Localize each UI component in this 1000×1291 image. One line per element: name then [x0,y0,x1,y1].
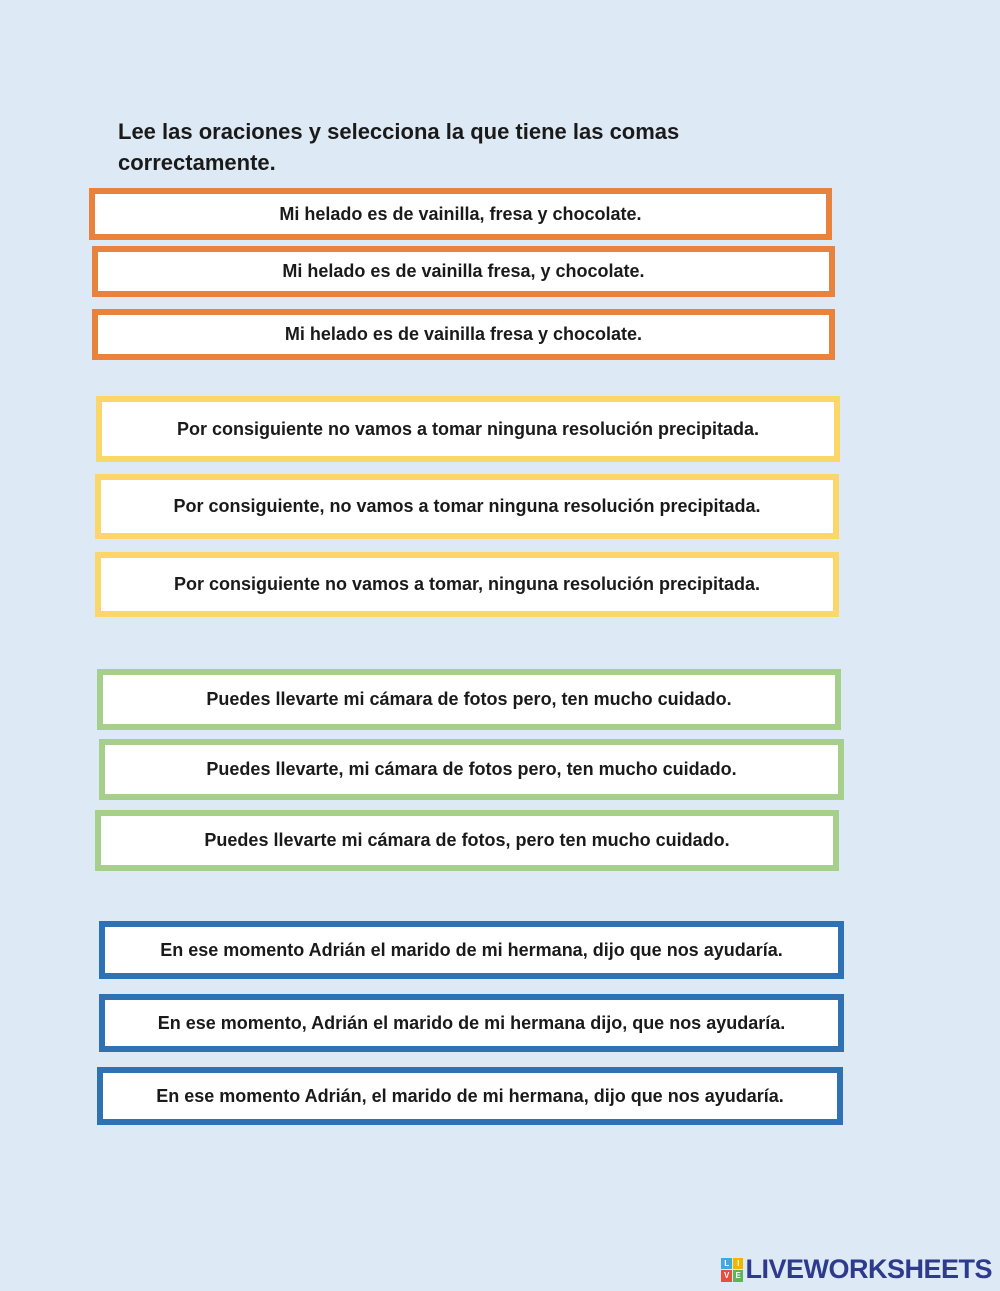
option-label: Por consiguiente no vamos a tomar, ninguna resolución precipitada. [173,574,761,594]
option-label: Mi helado es de vainilla, fresa y chocolate. [279,203,642,224]
option-label: En ese momento Adrián, el marido de mi hermana, dijo que nos ayudaría. [156,1085,784,1106]
option-consiguiente-3[interactable] [95,552,839,617]
option-label: Por consiguiente no vamos a tomar ninguna resolución precipitada. [176,418,760,439]
option-camara-1[interactable] [97,669,841,730]
logo-letter: E [733,1270,744,1282]
option-camara-2[interactable] [99,739,844,800]
option-label: En ese momento, Adrián el marido de mi hermana dijo, que nos ayudaría. [157,1012,786,1033]
liveworksheets-logo-icon [721,1258,743,1282]
logo-letter: L [721,1258,732,1270]
logo-letter: I [733,1258,744,1270]
option-adrian-1[interactable] [99,921,844,979]
option-adrian-2[interactable] [99,994,844,1052]
option-camara-3[interactable] [95,810,839,871]
option-icecream-1[interactable] [89,188,832,240]
brand-name: LIVEWORKSHEETS [745,1254,992,1284]
option-label: Mi helado es de vainilla fresa y chocolate. [284,324,643,344]
option-label: Por consiguiente, no vamos a tomar ninguna resolución precipitada. [173,496,761,516]
option-label: En ese momento Adrián el marido de mi hermana, dijo que nos ayudaría. [160,939,783,960]
option-label: Puedes llevarte mi cámara de fotos pero, ten mucho cuidado. [206,689,732,709]
option-label: Puedes llevarte mi cámara de fotos, pero ten mucho cuidado. [204,830,730,850]
instructions: Lee las oraciones y selecciona la que tiene las comas correctamente. [118,119,680,175]
option-label: Mi helado es de vainilla fresa, y chocolate. [282,261,645,281]
option-icecream-2[interactable] [92,246,835,297]
option-icecream-3[interactable] [92,309,835,360]
option-consiguiente-2[interactable] [95,474,839,539]
option-consiguiente-1[interactable] [96,396,840,462]
option-label: Puedes llevarte, mi cámara de fotos pero, ten mucho cuidado. [206,759,737,779]
liveworksheets-brand [721,1254,992,1285]
logo-letter: V [721,1270,732,1282]
option-adrian-3[interactable] [97,1067,843,1125]
